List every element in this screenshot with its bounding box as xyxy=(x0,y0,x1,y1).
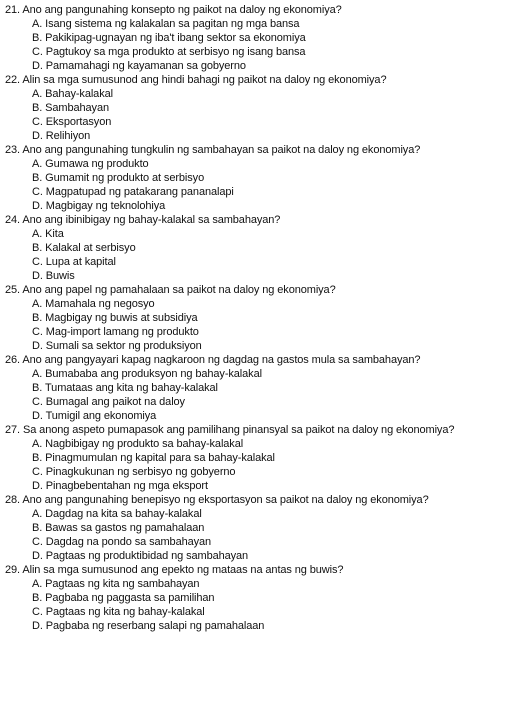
option-c xyxy=(5,115,501,129)
option-text: Mag-import lamang ng produkto xyxy=(45,326,199,338)
question-text: Ano ang pangunahing konsepto ng paikot na daloy ng ekonomiya? xyxy=(22,4,342,16)
option-c xyxy=(5,395,501,409)
option-d xyxy=(5,549,501,563)
question-number: 26. xyxy=(5,354,20,366)
question-22 xyxy=(5,73,501,143)
option-letter: C. xyxy=(32,466,43,478)
option-b xyxy=(5,241,501,255)
option-text: Relihiyon xyxy=(45,130,91,142)
option-letter: A. xyxy=(32,578,43,590)
question-21 xyxy=(5,3,501,73)
question-27 xyxy=(5,423,501,493)
option-text: Sambahayan xyxy=(45,102,109,114)
option-text: Magbigay ng teknolohiya xyxy=(45,200,166,212)
option-text: Pagtaas ng kita ng bahay-kalakal xyxy=(45,606,205,618)
option-text: Magpatupad ng patakarang pananalapi xyxy=(45,186,234,198)
question-number: 27. xyxy=(5,424,20,436)
option-a xyxy=(5,157,501,171)
option-text: Dagdag na pondo sa sambahayan xyxy=(45,536,212,548)
option-c xyxy=(5,185,501,199)
question-line xyxy=(5,493,501,507)
question-23 xyxy=(5,143,501,213)
option-c xyxy=(5,535,501,549)
option-c xyxy=(5,45,501,59)
option-c xyxy=(5,465,501,479)
option-letter: B. xyxy=(32,452,43,464)
option-b xyxy=(5,381,501,395)
question-text: Ano ang pangunahing benepisyo ng eksportasyon sa paikot na daloy ng ekonomiya? xyxy=(22,494,429,506)
option-letter: A. xyxy=(32,158,43,170)
question-number: 21. xyxy=(5,4,20,16)
option-a xyxy=(5,437,501,451)
option-text: Pinagkukunan ng serbisyo ng gobyerno xyxy=(45,466,236,478)
option-text: Isang sistema ng kalakalan sa pagitan ng mga bansa xyxy=(45,18,300,30)
option-a xyxy=(5,17,501,31)
option-letter: C. xyxy=(32,536,43,548)
option-text: Pamamahagi ng kayamanan sa gobyerno xyxy=(45,60,246,72)
option-d xyxy=(5,409,501,423)
question-28 xyxy=(5,493,501,563)
question-line xyxy=(5,423,501,437)
question-text: Alin sa mga sumusunod ang epekto ng mataas na antas ng buwis? xyxy=(22,564,344,576)
question-number: 25. xyxy=(5,284,20,296)
option-letter: D. xyxy=(32,130,43,142)
option-d xyxy=(5,59,501,73)
option-letter: D. xyxy=(32,270,43,282)
option-text: Lupa at kapital xyxy=(45,256,116,268)
option-letter: C. xyxy=(32,256,43,268)
question-text: Ano ang ibinibigay ng bahay-kalakal sa sambahayan? xyxy=(22,214,281,226)
question-number: 28. xyxy=(5,494,20,506)
option-text: Pagtaas ng kita ng sambahayan xyxy=(45,578,200,590)
question-number: 22. xyxy=(5,74,20,86)
option-text: Tumigil ang ekonomiya xyxy=(45,410,157,422)
option-b xyxy=(5,451,501,465)
option-letter: A. xyxy=(32,368,43,380)
option-letter: C. xyxy=(32,116,43,128)
option-c xyxy=(5,325,501,339)
option-text: Gumamit ng produkto at serbisyo xyxy=(45,172,205,184)
option-d xyxy=(5,619,501,633)
question-line xyxy=(5,353,501,367)
option-text: Pinagbebentahan ng mga eksport xyxy=(45,480,208,492)
question-number: 23. xyxy=(5,144,20,156)
option-letter: A. xyxy=(32,438,43,450)
option-letter: D. xyxy=(32,620,43,632)
option-letter: A. xyxy=(32,508,43,520)
question-line xyxy=(5,563,501,577)
option-letter: B. xyxy=(32,172,43,184)
question-26 xyxy=(5,353,501,423)
option-text: Magbigay ng buwis at subsidiya xyxy=(45,312,198,324)
option-letter: C. xyxy=(32,396,43,408)
option-a xyxy=(5,367,501,381)
option-text: Pagtaas ng produktibidad ng sambahayan xyxy=(45,550,249,562)
option-a xyxy=(5,87,501,101)
option-letter: C. xyxy=(32,326,43,338)
option-letter: A. xyxy=(32,298,43,310)
option-letter: A. xyxy=(32,18,43,30)
option-letter: D. xyxy=(32,340,43,352)
option-letter: C. xyxy=(32,186,43,198)
option-b xyxy=(5,521,501,535)
option-text: Mamahala ng negosyo xyxy=(45,298,155,310)
option-text: Kita xyxy=(45,228,64,240)
option-text: Dagdag na kita sa bahay-kalakal xyxy=(45,508,202,520)
option-a xyxy=(5,297,501,311)
question-text: Ano ang papel ng pamahalaan sa paikot na daloy ng ekonomiya? xyxy=(22,284,336,296)
option-text: Pakikipag-ugnayan ng iba't ibang sektor sa ekonomiya xyxy=(45,32,306,44)
option-c xyxy=(5,605,501,619)
option-letter: B. xyxy=(32,382,43,394)
option-text: Bumababa ang produksyon ng bahay-kalakal xyxy=(45,368,262,380)
option-b xyxy=(5,101,501,115)
option-letter: D. xyxy=(32,60,43,72)
option-letter: B. xyxy=(32,522,43,534)
question-line xyxy=(5,73,501,87)
option-letter: B. xyxy=(32,242,43,254)
option-letter: D. xyxy=(32,550,43,562)
option-text: Bawas sa gastos ng pamahalaan xyxy=(45,522,205,534)
question-line xyxy=(5,283,501,297)
option-letter: B. xyxy=(32,312,43,324)
option-a xyxy=(5,577,501,591)
option-text: Eksportasyon xyxy=(45,116,112,128)
question-number: 29. xyxy=(5,564,20,576)
option-letter: B. xyxy=(32,32,43,44)
question-24 xyxy=(5,213,501,283)
option-text: Pagtukoy sa mga produkto at serbisyo ng isang bansa xyxy=(45,46,306,58)
option-letter: A. xyxy=(32,228,43,240)
option-letter: C. xyxy=(32,46,43,58)
option-a xyxy=(5,507,501,521)
option-text: Pagbaba ng paggasta sa pamilihan xyxy=(45,592,215,604)
option-letter: A. xyxy=(32,88,43,100)
option-letter: B. xyxy=(32,592,43,604)
question-29 xyxy=(5,563,501,633)
option-letter: D. xyxy=(32,480,43,492)
option-b xyxy=(5,591,501,605)
option-text: Gumawa ng produkto xyxy=(45,158,149,170)
option-d xyxy=(5,269,501,283)
question-text: Ano ang pangunahing tungkulin ng sambahayan sa paikot na daloy ng ekonomiya? xyxy=(22,144,421,156)
option-b xyxy=(5,31,501,45)
question-line xyxy=(5,3,501,17)
option-b xyxy=(5,311,501,325)
option-letter: C. xyxy=(32,606,43,618)
option-d xyxy=(5,129,501,143)
option-d xyxy=(5,479,501,493)
option-letter: D. xyxy=(32,410,43,422)
option-text: Sumali sa sektor ng produksiyon xyxy=(45,340,202,352)
question-line xyxy=(5,213,501,227)
option-b xyxy=(5,171,501,185)
option-letter: D. xyxy=(32,200,43,212)
option-text: Tumataas ang kita ng bahay-kalakal xyxy=(44,382,218,394)
option-text: Bahay-kalakal xyxy=(45,88,113,100)
option-c xyxy=(5,255,501,269)
question-25 xyxy=(5,283,501,353)
question-text: Sa anong aspeto pumapasok ang pamilihang pinansyal sa paikot na daloy ng ekonomiya? xyxy=(22,424,455,436)
option-a xyxy=(5,227,501,241)
option-letter: B. xyxy=(32,102,43,114)
option-text: Pinagmumulan ng kapital para sa bahay-kalakal xyxy=(45,452,275,464)
option-d xyxy=(5,339,501,353)
option-text: Kalakal at serbisyo xyxy=(45,242,136,254)
option-text: Bumagal ang paikot na daloy xyxy=(45,396,185,408)
question-line xyxy=(5,143,501,157)
question-text: Ano ang pangyayari kapag nagkaroon ng dagdag na gastos mula sa sambahayan? xyxy=(22,354,421,366)
option-text: Pagbaba ng reserbang salapi ng pamahalaan xyxy=(45,620,265,632)
question-text: Alin sa mga sumusunod ang hindi bahagi ng paikot na daloy ng ekonomiya? xyxy=(22,74,387,86)
question-number: 24. xyxy=(5,214,20,226)
option-text: Nagbibigay ng produkto sa bahay-kalakal xyxy=(45,438,244,450)
option-text: Buwis xyxy=(45,270,75,282)
option-d xyxy=(5,199,501,213)
